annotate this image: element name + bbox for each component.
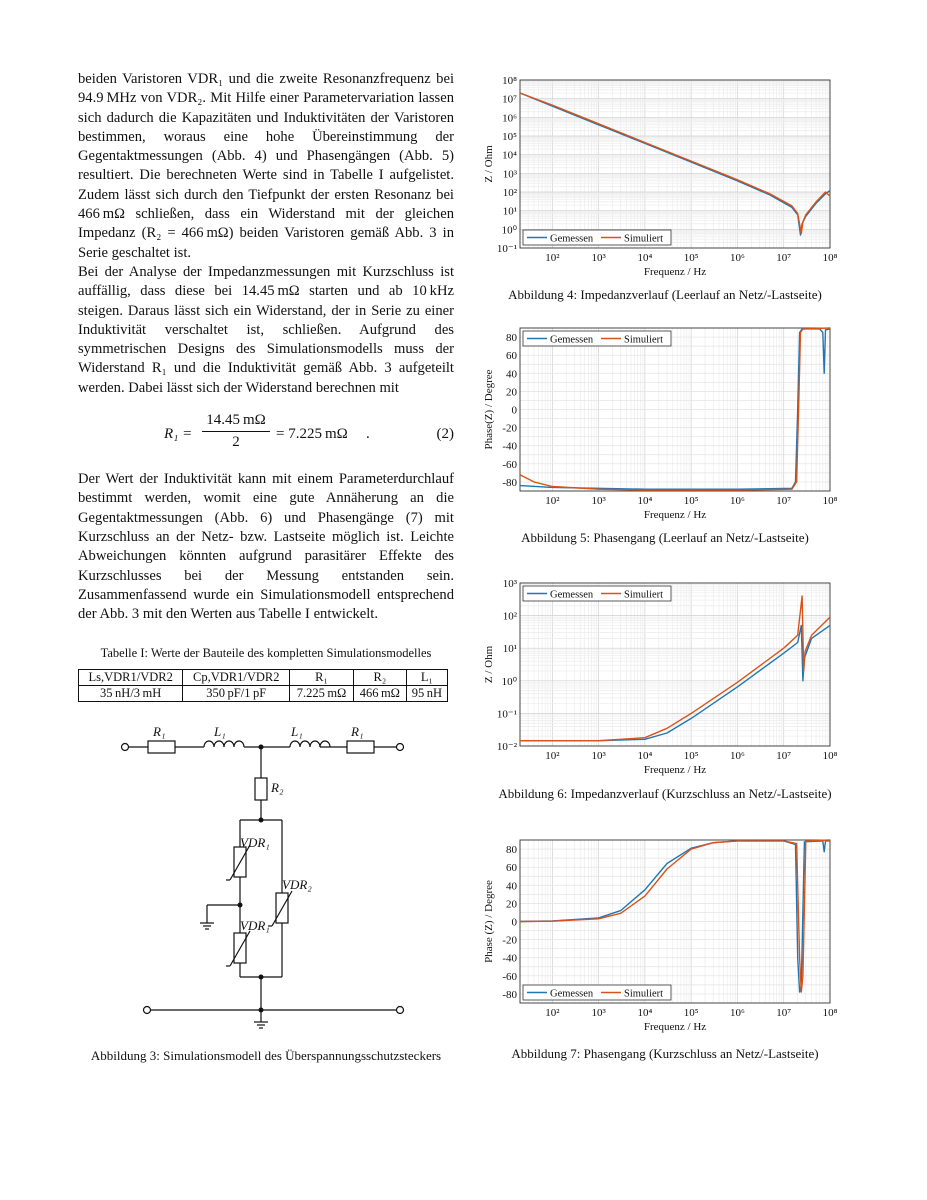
legend-label: Gemessen <box>550 334 594 346</box>
chart-impedance-short <box>480 573 850 778</box>
table-cell: 35 nH/3 mH <box>79 686 183 702</box>
label-r1-right: R₁ <box>351 725 364 739</box>
x-tick-label: 10⁸ <box>822 252 838 264</box>
y-axis-label: Z / Ohm <box>483 645 495 684</box>
y-tick-label: 0 <box>511 916 517 929</box>
y-tick-label: 10⁵ <box>502 131 517 143</box>
x-tick-label: 10⁷ <box>776 252 792 264</box>
legend-label: Simuliert <box>624 233 664 245</box>
x-tick-label: 10⁷ <box>776 495 792 507</box>
y-tick-label: -80 <box>502 476 517 489</box>
y-tick-label: -80 <box>502 988 517 1001</box>
paragraph-3: Der Wert der Induktivität kann mit einem Parameterdurchlauf bestimmt werden, womit eine gute Annäherung an die Gegentaktmessungen (Abb. 6) und Phasengänge (7) mit Kurzschluss an der Netz- bzw. Lastseite möglich ist. Leichte Abweichungen könnten aufgrund parasitärer Effekte des Kurzschlusses bei der Messung entstanden sein. Zusammenfassend wurde ein Simulationsmodell entsprechend der Abb. 3 mit den Werten aus Tabelle I entwickelt. <box>78 471 454 623</box>
chart-grid <box>520 583 830 746</box>
table-cell: 7.225 mΩ <box>290 686 354 702</box>
resistor-r1-left <box>148 741 175 753</box>
x-tick-label: 10² <box>545 252 560 264</box>
equation-lhs: R₁ = <box>164 426 193 443</box>
y-tick-label: 10⁰ <box>501 224 517 237</box>
figure-6-caption: Abbildung 6: Impedanzverlauf (Kurzschluss an Netz/-Lastseite) <box>498 786 832 801</box>
table-header-cell: R₂ <box>353 670 406 686</box>
circuit-diagram <box>110 725 420 1035</box>
y-tick-label: 10¹ <box>502 643 517 656</box>
terminal-bottom-right <box>397 1007 404 1014</box>
x-tick-label: 10⁸ <box>822 750 838 762</box>
y-tick-label: 10⁻² <box>496 741 517 753</box>
x-tick-label: 10⁴ <box>637 495 653 507</box>
resistor-r1-right <box>347 741 374 753</box>
equation-numerator: 14.45 mΩ <box>202 412 270 432</box>
y-tick-label: -40 <box>502 440 517 453</box>
y-tick-label: 10⁻¹ <box>496 243 517 255</box>
x-tick-label: 10⁴ <box>637 252 653 264</box>
x-tick-label: 10⁵ <box>683 252 699 264</box>
paragraph-2: Bei der Analyse der Impedanzmessungen mit Kurzschluss ist auffällig, dass diese bei 14.45 mΩ starten und ab 10 kHz steigen. Daraus lässt sich ein Widerstand, der in Serie zu einer Induktivität verschaltet ist, schließen. Aufgrund des symmetrischen Designs des Simulationsmodells muss der Widerstand R₁ und die Induktivität gemäß Abb. 3 aufgeteilt werden. Dabei lässt sich der Widerstand berechnen mit <box>78 263 454 396</box>
label-l1-left: L₁ <box>214 725 226 739</box>
y-tick-label: 10¹ <box>502 205 517 218</box>
y-tick-label: 80 <box>506 844 517 857</box>
y-tick-label: 10³ <box>502 168 517 181</box>
resistor-r2 <box>255 778 267 800</box>
figure-7-caption: Abbildung 7: Phasengang (Kurzschluss an Netz/-Lastseite) <box>511 1046 819 1061</box>
table-caption: Tabelle I: Werte der Bauteile des kompletten Simulationsmodelles <box>100 646 432 661</box>
table-header-cell: Ls,VDR1/VDR2 <box>79 670 183 686</box>
equation-denominator: 2 <box>232 434 240 451</box>
table-row <box>79 686 448 702</box>
equation-number: (2) <box>436 426 454 443</box>
equation-2 <box>78 406 454 470</box>
chart-legend <box>523 985 671 1000</box>
y-tick-label: 10⁴ <box>502 149 517 162</box>
x-tick-label: 10³ <box>591 1007 606 1019</box>
x-tick-label: 10⁴ <box>637 1007 653 1019</box>
legend-label: Simuliert <box>624 988 664 1000</box>
x-tick-label: 10³ <box>591 750 606 762</box>
label-l1-right: L₁ <box>291 725 303 739</box>
equation-period: . <box>366 426 370 443</box>
y-tick-label: 20 <box>506 386 517 399</box>
x-axis-label: Frequenz / Hz <box>643 266 707 278</box>
y-axis-label: Phase (Z) / Degree <box>483 880 495 963</box>
x-tick-label: 10⁵ <box>683 495 699 507</box>
x-tick-label: 10⁶ <box>730 495 745 507</box>
figure-3-caption: Abbildung 3: Simulationsmodell des Überspannungsschutzsteckers <box>90 1048 442 1063</box>
x-axis-label: Frequenz / Hz <box>643 509 707 521</box>
y-tick-label: 80 <box>506 332 517 345</box>
x-tick-label: 10³ <box>591 495 606 507</box>
x-tick-label: 10⁶ <box>730 252 745 264</box>
x-tick-label: 10⁷ <box>776 1007 792 1019</box>
terminal-bottom-left <box>144 1007 151 1014</box>
y-tick-label: 60 <box>506 862 517 875</box>
label-vdr2: VDR₂ <box>282 877 312 892</box>
y-tick-label: -20 <box>502 422 517 435</box>
y-axis-label: Phase(Z) / Degree <box>483 369 495 450</box>
legend-label: Gemessen <box>550 589 594 601</box>
x-tick-label: 10³ <box>591 252 606 264</box>
component-table <box>78 669 448 702</box>
table-header-cell: L₁ <box>406 670 447 686</box>
table-header-row <box>79 670 448 686</box>
y-tick-label: -60 <box>502 458 517 471</box>
x-tick-label: 10⁷ <box>776 750 792 762</box>
x-tick-label: 10² <box>545 1007 560 1019</box>
y-tick-label: -60 <box>502 970 517 983</box>
y-tick-label: 10⁻¹ <box>496 708 517 721</box>
legend-label: Simuliert <box>624 589 664 601</box>
x-tick-label: 10² <box>545 750 560 762</box>
y-axis-label: Z / Ohm <box>483 145 495 183</box>
x-tick-label: 10² <box>545 495 560 507</box>
chart-phase-open <box>480 318 850 523</box>
chart-legend <box>523 230 671 245</box>
y-tick-label: 10⁸ <box>502 75 517 87</box>
table-cell: 350 pF/1 pF <box>183 686 290 702</box>
chart-legend <box>523 586 671 601</box>
terminal-top-left <box>122 744 129 751</box>
y-tick-label: -40 <box>502 952 517 965</box>
table-header-cell: Cp,VDR1/VDR2 <box>183 670 290 686</box>
y-tick-label: 40 <box>506 880 517 893</box>
label-r2: R₂ <box>271 780 284 795</box>
y-tick-label: 60 <box>506 350 517 363</box>
y-tick-label: 10⁰ <box>501 675 517 688</box>
inductor-l1-left <box>204 741 244 747</box>
x-tick-label: 10⁸ <box>822 495 838 507</box>
label-vdr1-top: VDR₁ <box>240 835 270 850</box>
figure-4-caption: Abbildung 4: Impedanzverlauf (Leerlauf an Netz/-Lastseite) <box>508 287 822 302</box>
x-axis-label: Frequenz / Hz <box>643 764 707 776</box>
y-tick-label: 10³ <box>502 578 517 590</box>
equation-fraction <box>202 412 270 451</box>
x-tick-label: 10⁸ <box>822 1007 838 1019</box>
label-vdr1-bottom: VDR₁ <box>240 918 270 933</box>
y-tick-label: 10⁷ <box>502 93 517 106</box>
x-tick-label: 10⁶ <box>730 1007 745 1019</box>
y-tick-label: 10² <box>502 187 517 199</box>
y-tick-label: -20 <box>502 934 517 947</box>
left-column <box>78 70 454 702</box>
equation-rhs: = 7.225 mΩ <box>276 426 348 443</box>
terminal-top-right <box>397 744 404 751</box>
y-tick-label: 0 <box>511 404 517 417</box>
table-cell: 466 mΩ <box>353 686 406 702</box>
figure-5-caption: Abbildung 5: Phasengang (Leerlauf an Netz/-Lastseite) <box>521 530 809 545</box>
y-tick-label: 10⁶ <box>502 112 517 125</box>
table-header-cell: R₁ <box>290 670 354 686</box>
x-tick-label: 10⁴ <box>637 750 653 762</box>
x-axis-label: Frequenz / Hz <box>643 1021 707 1033</box>
chart-legend <box>523 331 671 346</box>
legend-label: Gemessen <box>550 233 594 245</box>
chart-phase-short <box>480 830 850 1035</box>
table-cell: 95 nH <box>406 686 447 702</box>
chart-impedance-open <box>480 70 850 280</box>
x-tick-label: 10⁵ <box>683 1007 699 1019</box>
y-tick-label: 20 <box>506 898 517 911</box>
y-tick-label: 10² <box>502 610 517 623</box>
y-tick-label: 40 <box>506 368 517 381</box>
label-r1-left: R₁ <box>153 725 166 739</box>
x-tick-label: 10⁶ <box>730 750 745 762</box>
chart-grid <box>520 80 830 248</box>
legend-label: Gemessen <box>550 988 594 1000</box>
inductor-l1-right <box>290 741 330 747</box>
chart-grid <box>520 840 830 1003</box>
chart-grid <box>520 328 830 491</box>
legend-label: Simuliert <box>624 334 664 346</box>
x-tick-label: 10⁵ <box>683 750 699 762</box>
paragraph-1: beiden Varistoren VDR₁ und die zweite Resonanzfrequenz bei 94.9 MHz von VDR₂. Mit Hilfe einer Parametervariation lassen sich dadurch die Kapazitäten und Induktivitäten der Varistoren bestimmen, woraus eine hohe Übereinstimmung der Gegentaktmessungen (Abb. 4) und Phasengängen (Abb. 5) resultiert. Die berechneten Werte sind in Tabelle I aufgelistet. Zudem lässt sich durch den Tiefpunkt der ersten Resonanz bei 466 mΩ schließen, dass ein Widerstand mit der gleichen Impedanz (R₂ = 466 mΩ) beiden Varistoren gemäß Abb. 3 in Serie geschaltet ist. <box>78 71 454 261</box>
